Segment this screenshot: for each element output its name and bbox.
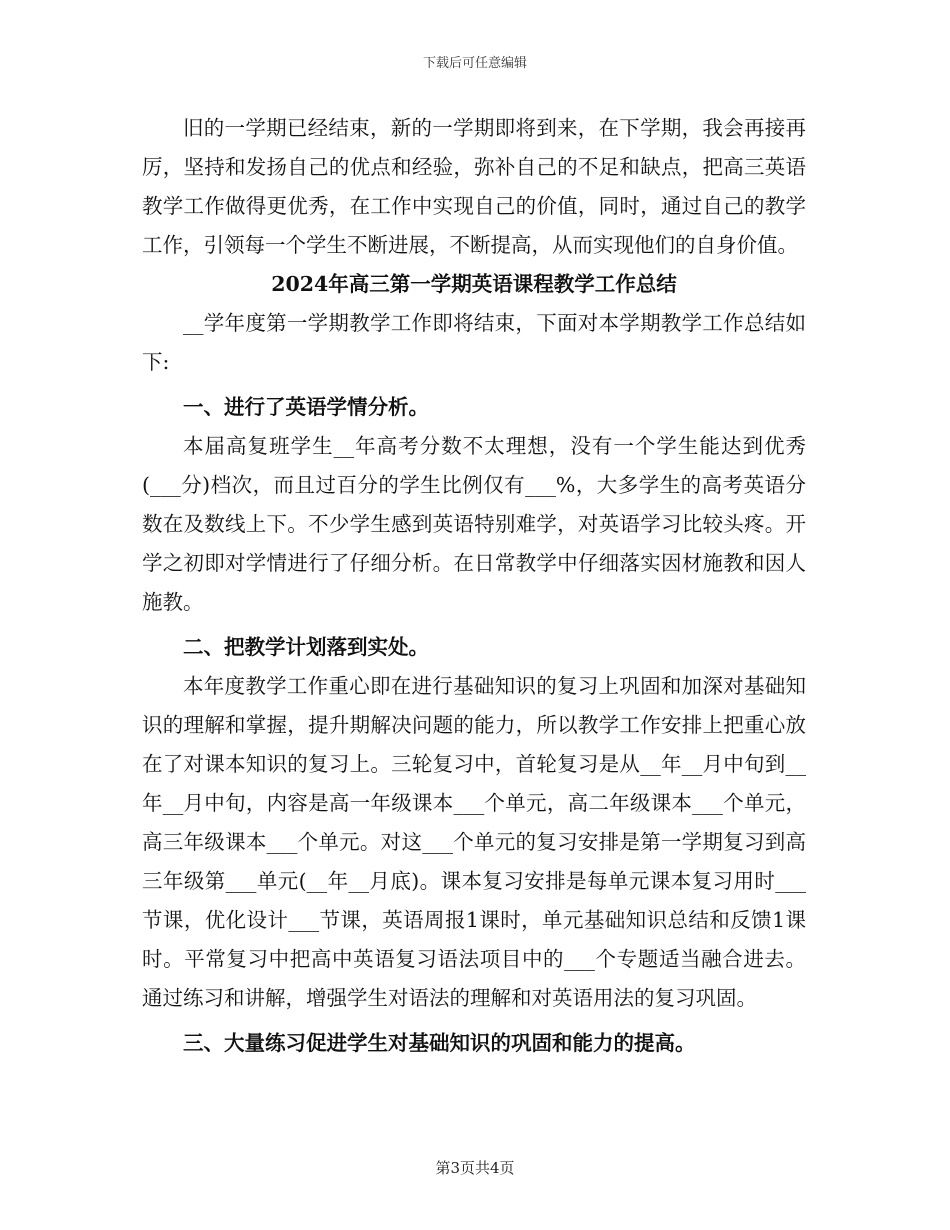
section-2-paragraph: 本年度教学工作重心即在进行基础知识的复习上巩固和加深对基础知识的理解和掌握，提升期解决问题的能力，所以教学工作安排上把重心放在了对课本知识的复习上。三轮复习中，首轮复习是从__年__月中旬到__年__月中旬，内容是高一年级课本___个单元，高二年级课本___个单元，高三年级课本___个单元。对这___个单元的复习安排是第一学期复习到高三年级第___单元(__年__月底)。课本复习安排是每单元课本复习用时___节课，优化设计___节课，英语周报1课时，单元基础知识总结和反馈1课时。平常复习中把高中英语复习语法项目中的___个专题适当融合进去。通过练习和讲解，增强学生对语法的理解和对英语用法的复习巩固。 <box>142 674 806 1010</box>
document-title: 2024年高三第一学期英语课程教学工作总结 <box>271 272 677 296</box>
document-body <box>142 109 806 1063</box>
section-1-paragraph: 本届高复班学生__年高考分数不太理想，没有一个学生能达到优秀(___分)档次，而且过百分的学生比例仅有___%，大多学生的高考英语分数在及数线上下。不少学生感到英语特别难学，对英语学习比较头疼。开学之初即对学情进行了仔细分析。在日常教学中仔细落实因材施教和因人施教。 <box>142 434 806 614</box>
section-heading-3: 三、大量练习促进学生对基础知识的巩固和能力的提高。 <box>183 1031 696 1055</box>
section-heading-2: 二、把教学计划落到实处。 <box>183 635 429 659</box>
intro-paragraph: __学年度第一学期教学工作即将结束，下面对本学期教学工作总结如下: <box>142 311 806 374</box>
closing-paragraph: 旧的一学期已经结束，新的一学期即将到来，在下学期，我会再接再厉，坚持和发扬自己的优点和经验，弥补自己的不足和缺点，把高三英语教学工作做得更优秀，在工作中实现自己的价值，同时，通过自己的教学工作，引领每一个学生不断进展，不断提高，从而实现他们的自身价值。 <box>142 116 806 257</box>
page-number: 第3页共4页 <box>435 1159 515 1177</box>
section-heading-1: 一、进行了英语学情分析。 <box>183 395 429 419</box>
page-header-note: 下载后可任意编辑 <box>422 56 527 71</box>
